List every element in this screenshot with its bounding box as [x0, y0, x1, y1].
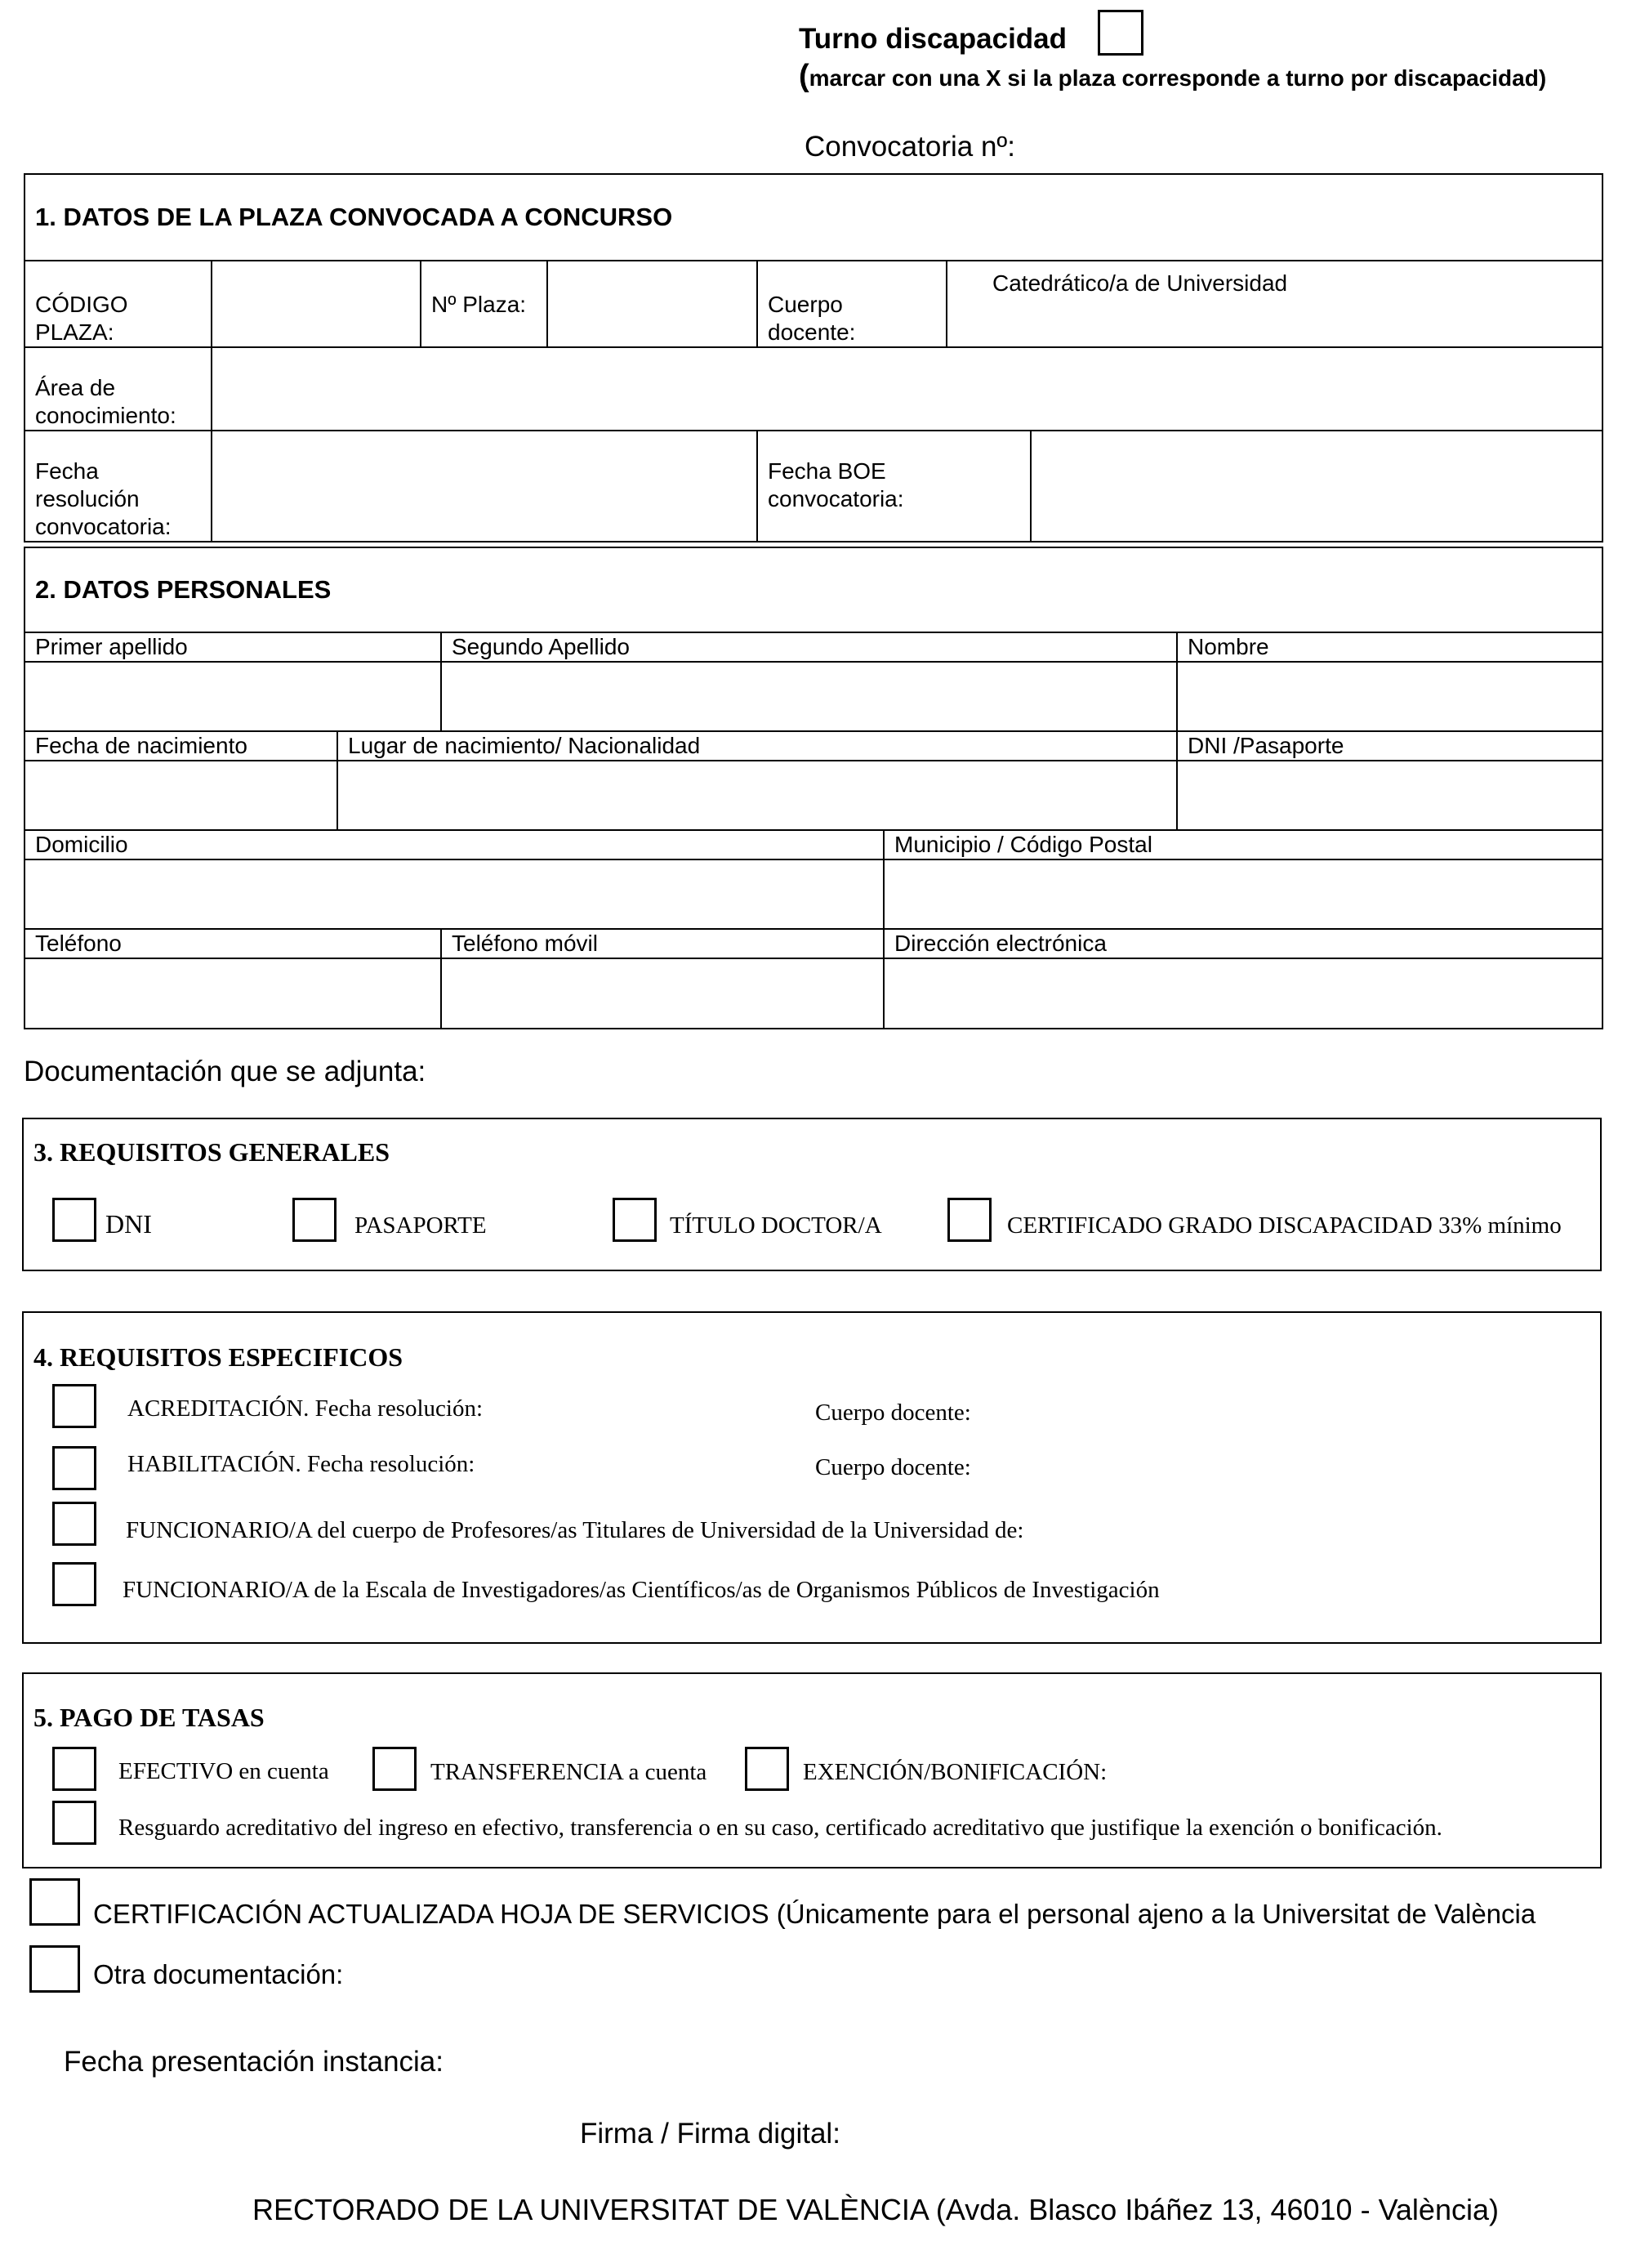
fecha-boe-field[interactable]: [1031, 431, 1602, 542]
funcionario-tu-checkbox[interactable]: [52, 1502, 96, 1546]
exencion-checkbox[interactable]: [745, 1747, 789, 1791]
documentacion-label: Documentación que se adjunta:: [24, 1056, 426, 1087]
turno-note-paren: (: [799, 59, 809, 93]
rectorado-address: RECTORADO DE LA UNIVERSITAT DE VALÈNCIA (Avda. Blasco Ibáñez 13, 46010 - València): [252, 2193, 1499, 2226]
lugar-nacimiento-label: Lugar de nacimiento/ Nacionalidad: [337, 731, 1177, 761]
telefono-label: Teléfono: [25, 929, 441, 958]
direccion-electronica-label: Dirección electrónica: [884, 929, 1602, 958]
segundo-apellido-field[interactable]: [441, 662, 1177, 731]
direccion-electronica-field[interactable]: [884, 958, 1602, 1029]
section1-table: [24, 173, 1603, 542]
certificado-discapacidad-label: CERTIFICADO GRADO DISCAPACIDAD 33% mínimo: [1007, 1212, 1562, 1239]
transferencia-label: TRANSFERENCIA a cuenta: [430, 1759, 707, 1785]
dni-pasaporte-label: DNI /Pasaporte: [1177, 731, 1602, 761]
funcionario-opi-checkbox[interactable]: [52, 1562, 96, 1606]
section2-title-cell: [25, 547, 1602, 632]
primer-apellido-field[interactable]: [25, 662, 441, 731]
codigo-plaza-field[interactable]: [212, 261, 421, 347]
area-conocimiento-field[interactable]: [212, 347, 1602, 431]
acreditacion-checkbox[interactable]: [52, 1384, 96, 1428]
cuerpo-docente-value[interactable]: Catedrático/a de Universidad: [947, 261, 1602, 347]
titulo-doctor-label: TÍTULO DOCTOR/A: [670, 1212, 882, 1239]
cuerpo-docente-label: Cuerpo docente:: [757, 261, 947, 347]
municipio-label: Municipio / Código Postal: [884, 830, 1602, 859]
acreditacion-label: ACREDITACIÓN. Fecha resolución:: [127, 1395, 484, 1422]
section4-title: 4. REQUISITOS ESPECIFICOS: [33, 1342, 403, 1372]
domicilio-field[interactable]: [25, 859, 884, 929]
funcionario-tu-label: FUNCIONARIO/A del cuerpo de Profesores/as Titulares de Universidad de la Universidad de:: [126, 1517, 1024, 1543]
section2-table: [24, 547, 1603, 1029]
turno-discapacidad-checkbox[interactable]: [1098, 10, 1143, 56]
turno-discapacidad-title: Turno discapacidad: [799, 23, 1068, 55]
efectivo-checkbox[interactable]: [52, 1747, 96, 1791]
firma-label: Firma / Firma digital:: [580, 2118, 840, 2150]
nombre-label: Nombre: [1177, 632, 1602, 662]
acreditacion-cuerpo-label: Cuerpo docente:: [815, 1400, 971, 1426]
section5-title: 5. PAGO DE TASAS: [33, 1703, 265, 1732]
fecha-resolucion-label: Fecha resolución convocatoria:: [25, 431, 212, 542]
certificacion-hoja-servicios-label: CERTIFICACIÓN ACTUALIZADA HOJA DE SERVICIOS (Únicamente para el personal ajeno a la Universitat de València: [93, 1899, 1536, 1929]
certificado-discapacidad-checkbox[interactable]: [947, 1198, 992, 1242]
habilitacion-checkbox[interactable]: [52, 1446, 96, 1490]
section3-title: 3. REQUISITOS GENERALES: [33, 1137, 390, 1167]
otra-documentacion-checkbox[interactable]: [29, 1945, 80, 1993]
telefono-movil-label: Teléfono móvil: [441, 929, 884, 958]
titulo-doctor-checkbox[interactable]: [613, 1198, 657, 1242]
domicilio-label: Domicilio: [25, 830, 884, 859]
dni-label: DNI: [105, 1209, 152, 1239]
section2-title: 2. DATOS PERSONALES: [35, 574, 332, 604]
fecha-presentacion-label: Fecha presentación instancia:: [64, 2046, 444, 2078]
fecha-boe-label: Fecha BOE convocatoria:: [757, 431, 1031, 542]
pasaporte-checkbox[interactable]: [292, 1198, 337, 1242]
municipio-field[interactable]: [884, 859, 1602, 929]
otra-documentacion-label: Otra documentación:: [93, 1959, 344, 1989]
certificacion-hoja-servicios-checkbox[interactable]: [29, 1878, 80, 1926]
segundo-apellido-label: Segundo Apellido: [441, 632, 1177, 662]
nplaza-field[interactable]: [547, 261, 757, 347]
lugar-nacimiento-field[interactable]: [337, 761, 1177, 830]
resguardo-label: Resguardo acreditativo del ingreso en efectivo, transferencia o en su caso, certificado acreditativo que justifique la exención o bonificación.: [118, 1815, 1442, 1841]
resguardo-checkbox[interactable]: [52, 1801, 96, 1845]
area-conocimiento-label: Área de conocimiento:: [25, 347, 212, 431]
dni-checkbox[interactable]: [52, 1198, 96, 1242]
codigo-plaza-label: CÓDIGO PLAZA:: [25, 261, 212, 347]
fecha-nacimiento-label: Fecha de nacimiento: [25, 731, 337, 761]
telefono-movil-field[interactable]: [441, 958, 884, 1029]
telefono-field[interactable]: [25, 958, 441, 1029]
pasaporte-label: PASAPORTE: [354, 1212, 487, 1239]
primer-apellido-label: Primer apellido: [25, 632, 441, 662]
efectivo-label: EFECTIVO en cuenta: [118, 1758, 329, 1784]
fecha-nacimiento-field[interactable]: [25, 761, 337, 830]
fecha-resolucion-field[interactable]: [212, 431, 757, 542]
habilitacion-label: HABILITACIÓN. Fecha resolución:: [127, 1451, 475, 1477]
section1-title: 1. DATOS DE LA PLAZA CONVOCADA A CONCURSO: [35, 202, 673, 231]
nombre-field[interactable]: [1177, 662, 1602, 731]
turno-discapacidad-note: [799, 59, 1546, 94]
funcionario-opi-label: FUNCIONARIO/A de la Escala de Investigadores/as Científicos/as de Organismos Públicos de Investigación: [123, 1577, 1160, 1603]
habilitacion-cuerpo-label: Cuerpo docente:: [815, 1454, 971, 1480]
dni-pasaporte-field[interactable]: [1177, 761, 1602, 830]
exencion-label: EXENCIÓN/BONIFICACIÓN:: [803, 1759, 1108, 1785]
turno-note-text: marcar con una X si la plaza corresponde a turno por discapacidad): [809, 65, 1547, 91]
convocatoria-label: Convocatoria nº:: [805, 131, 1015, 163]
transferencia-checkbox[interactable]: [372, 1747, 417, 1791]
nplaza-label: Nº Plaza:: [421, 261, 547, 347]
section1-title-cell: [25, 174, 1602, 261]
